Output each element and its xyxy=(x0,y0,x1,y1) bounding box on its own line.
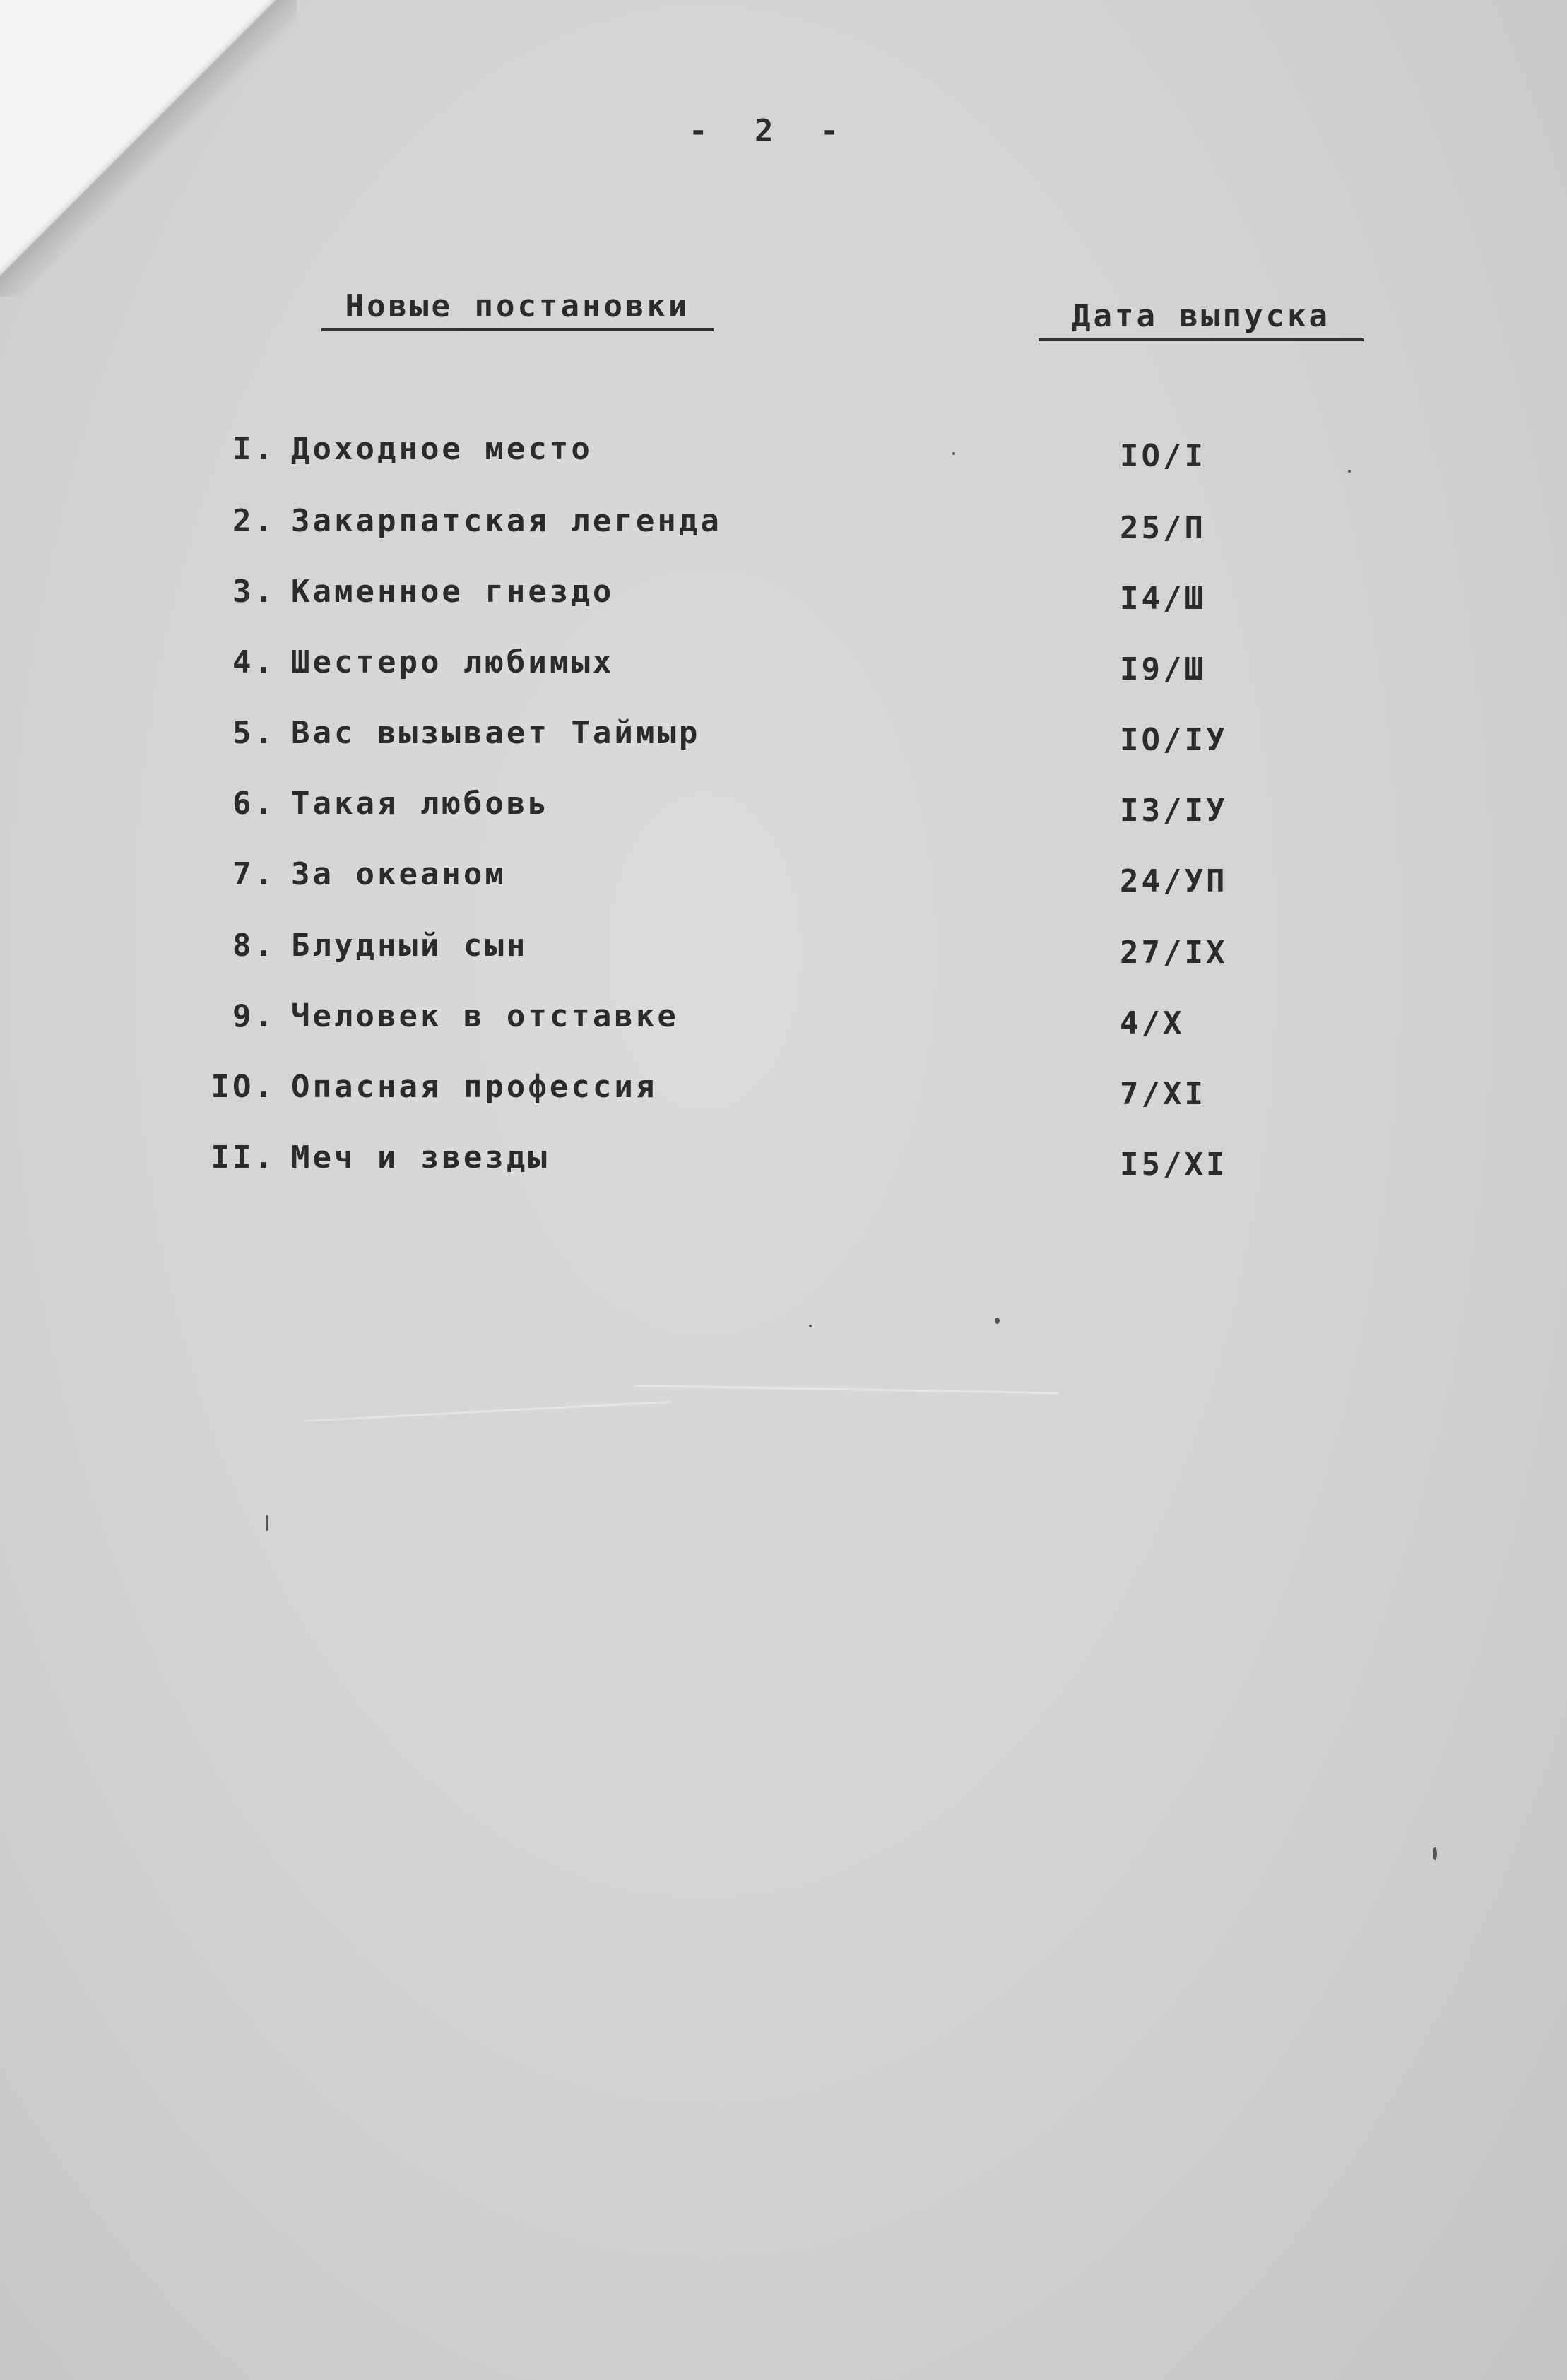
list-item-date: IO/IУ xyxy=(1120,722,1228,758)
list-item-date: I4/Ш xyxy=(1120,581,1206,617)
list-item-number: 3. xyxy=(232,574,276,610)
list-item-date: I3/IУ xyxy=(1120,793,1228,829)
list-item-number: 6. xyxy=(232,786,276,822)
list-item-date: 4/X xyxy=(1120,1005,1185,1041)
list-item-title: Такая любовь xyxy=(291,786,550,822)
list-item-date: 7/XI xyxy=(1120,1076,1206,1112)
list-item-date: IO/I xyxy=(1120,438,1206,474)
list-item-title: Шестеро любимых xyxy=(291,644,615,680)
list-item-number: 7. xyxy=(232,856,276,892)
list-item-title: Каменное гнездо xyxy=(291,574,615,610)
list-item-date: I9/Ш xyxy=(1120,651,1206,687)
list-item-number: 4. xyxy=(232,644,276,680)
list-item-date: 25/П xyxy=(1120,510,1206,546)
list-item-date: I5/XI xyxy=(1120,1147,1228,1183)
list-item-date: 24/УП xyxy=(1120,863,1228,899)
paper-speck xyxy=(809,1325,812,1327)
list-item-title: Доходное место xyxy=(291,431,593,467)
column-header-release-date: Дата выпуска xyxy=(1039,298,1364,341)
paper-crease xyxy=(304,1401,670,1422)
paper-speck xyxy=(266,1515,268,1531)
list-item-title: Опасная профессия xyxy=(291,1069,658,1105)
column-header-productions: Новые постановки xyxy=(321,288,714,331)
list-item-number: 2. xyxy=(232,503,276,539)
paper-crease xyxy=(636,1385,1060,1394)
list-item-number: II. xyxy=(211,1139,276,1176)
list-item-date: 27/IX xyxy=(1120,935,1228,971)
list-item-title: За океаном xyxy=(291,856,507,892)
list-item-title: Меч и звезды xyxy=(291,1139,550,1176)
paper-speck xyxy=(952,452,955,455)
list-item-title: Закарпатская легенда xyxy=(291,503,722,539)
fold-shadow xyxy=(0,0,297,297)
paper-speck xyxy=(995,1318,1000,1324)
list-item-number: 5. xyxy=(232,715,276,751)
list-item-title: Человек в отставке xyxy=(291,998,679,1034)
list-item-number: I. xyxy=(232,431,276,467)
paper-speck xyxy=(1433,1847,1437,1860)
list-item-title: Блудный сын xyxy=(291,928,528,964)
list-item-number: 8. xyxy=(232,928,276,964)
paper-speck xyxy=(1348,470,1351,473)
page-number: - 2 - xyxy=(689,113,853,149)
list-item-number: 9. xyxy=(232,998,276,1034)
list-item-number: IO. xyxy=(211,1069,276,1105)
list-item-title: Вас вызывает Таймыр xyxy=(291,715,701,751)
